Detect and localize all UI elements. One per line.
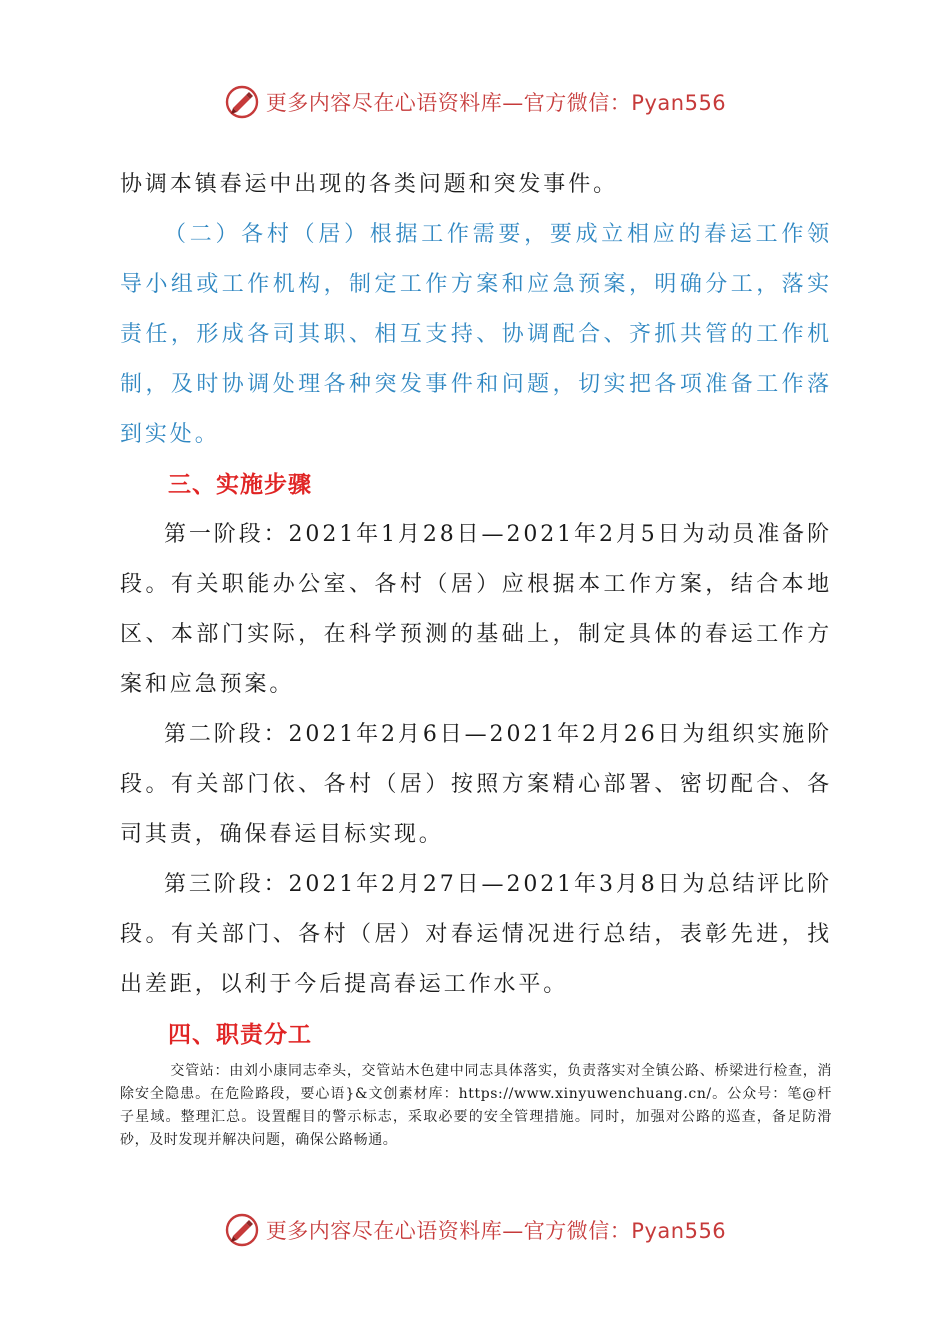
document-body <box>120 160 832 1152</box>
section-heading-steps: 三、实施步骤 <box>168 472 312 498</box>
pen-logo-icon <box>224 84 260 120</box>
section-heading-duties: 四、职责分工 <box>168 1022 312 1048</box>
paragraph-village-groups: （二）各村（居）根据工作需要，要成立相应的春运工作领导小组或工作机构，制定工作方案和应急预案，明确分工，落实责任，形成各司其职、相互支持、协调配合、齐抓共管的工作机制，及时协调处理各种突发事件和问题，切实把各项准备工作落到实处。 <box>120 222 832 447</box>
paragraph-continuation: 协调本镇春运中出现的各类问题和突发事件。 <box>120 172 619 197</box>
pen-logo-icon <box>224 1212 260 1248</box>
footer-banner <box>0 1208 950 1252</box>
paragraph-stage-two: 第二阶段：2021年2月6日—2021年2月26日为组织实施阶段。有关部门依、各村（居）按照方案精心部署、密切配合、各司其责，确保春运目标实现。 <box>120 722 832 847</box>
paragraph-stage-one: 第一阶段：2021年1月28日—2021年2月5日为动员准备阶段。有关职能办公室、各村（居）应根据本工作方案，结合本地区、本部门实际，在科学预测的基础上，制定具体的春运工作方案和应急预案。 <box>120 522 832 697</box>
banner-text: 更多内容尽在心语资料库—官方微信：Pyan556 <box>265 1219 727 1243</box>
banner-text: 更多内容尽在心语资料库—官方微信：Pyan556 <box>265 91 727 115</box>
header-banner <box>0 80 950 124</box>
paragraph-stage-three: 第三阶段：2021年2月27日—2021年3月8日为总结评比阶段。有关部门、各村（居）对春运情况进行总结，表彰先进，找出差距，以利于今后提高春运工作水平。 <box>120 872 832 997</box>
paragraph-traffic-station: 交管站：由刘小康同志牵头，交管站木色建中同志具体落实，负责落实对全镇公路、桥梁进行检查，消除安全隐患。在危险路段，要心语}&文创素材库：https://www.xinyuwenchuang.cn/。公众号：笔@杆子星域。整理汇总。设置醒目的警示标志，采取必要的安全管理措施。同时，加强对公路的巡查，备足防滑砂，及时发现并解决问题，确保公路畅通。 <box>120 1063 832 1148</box>
